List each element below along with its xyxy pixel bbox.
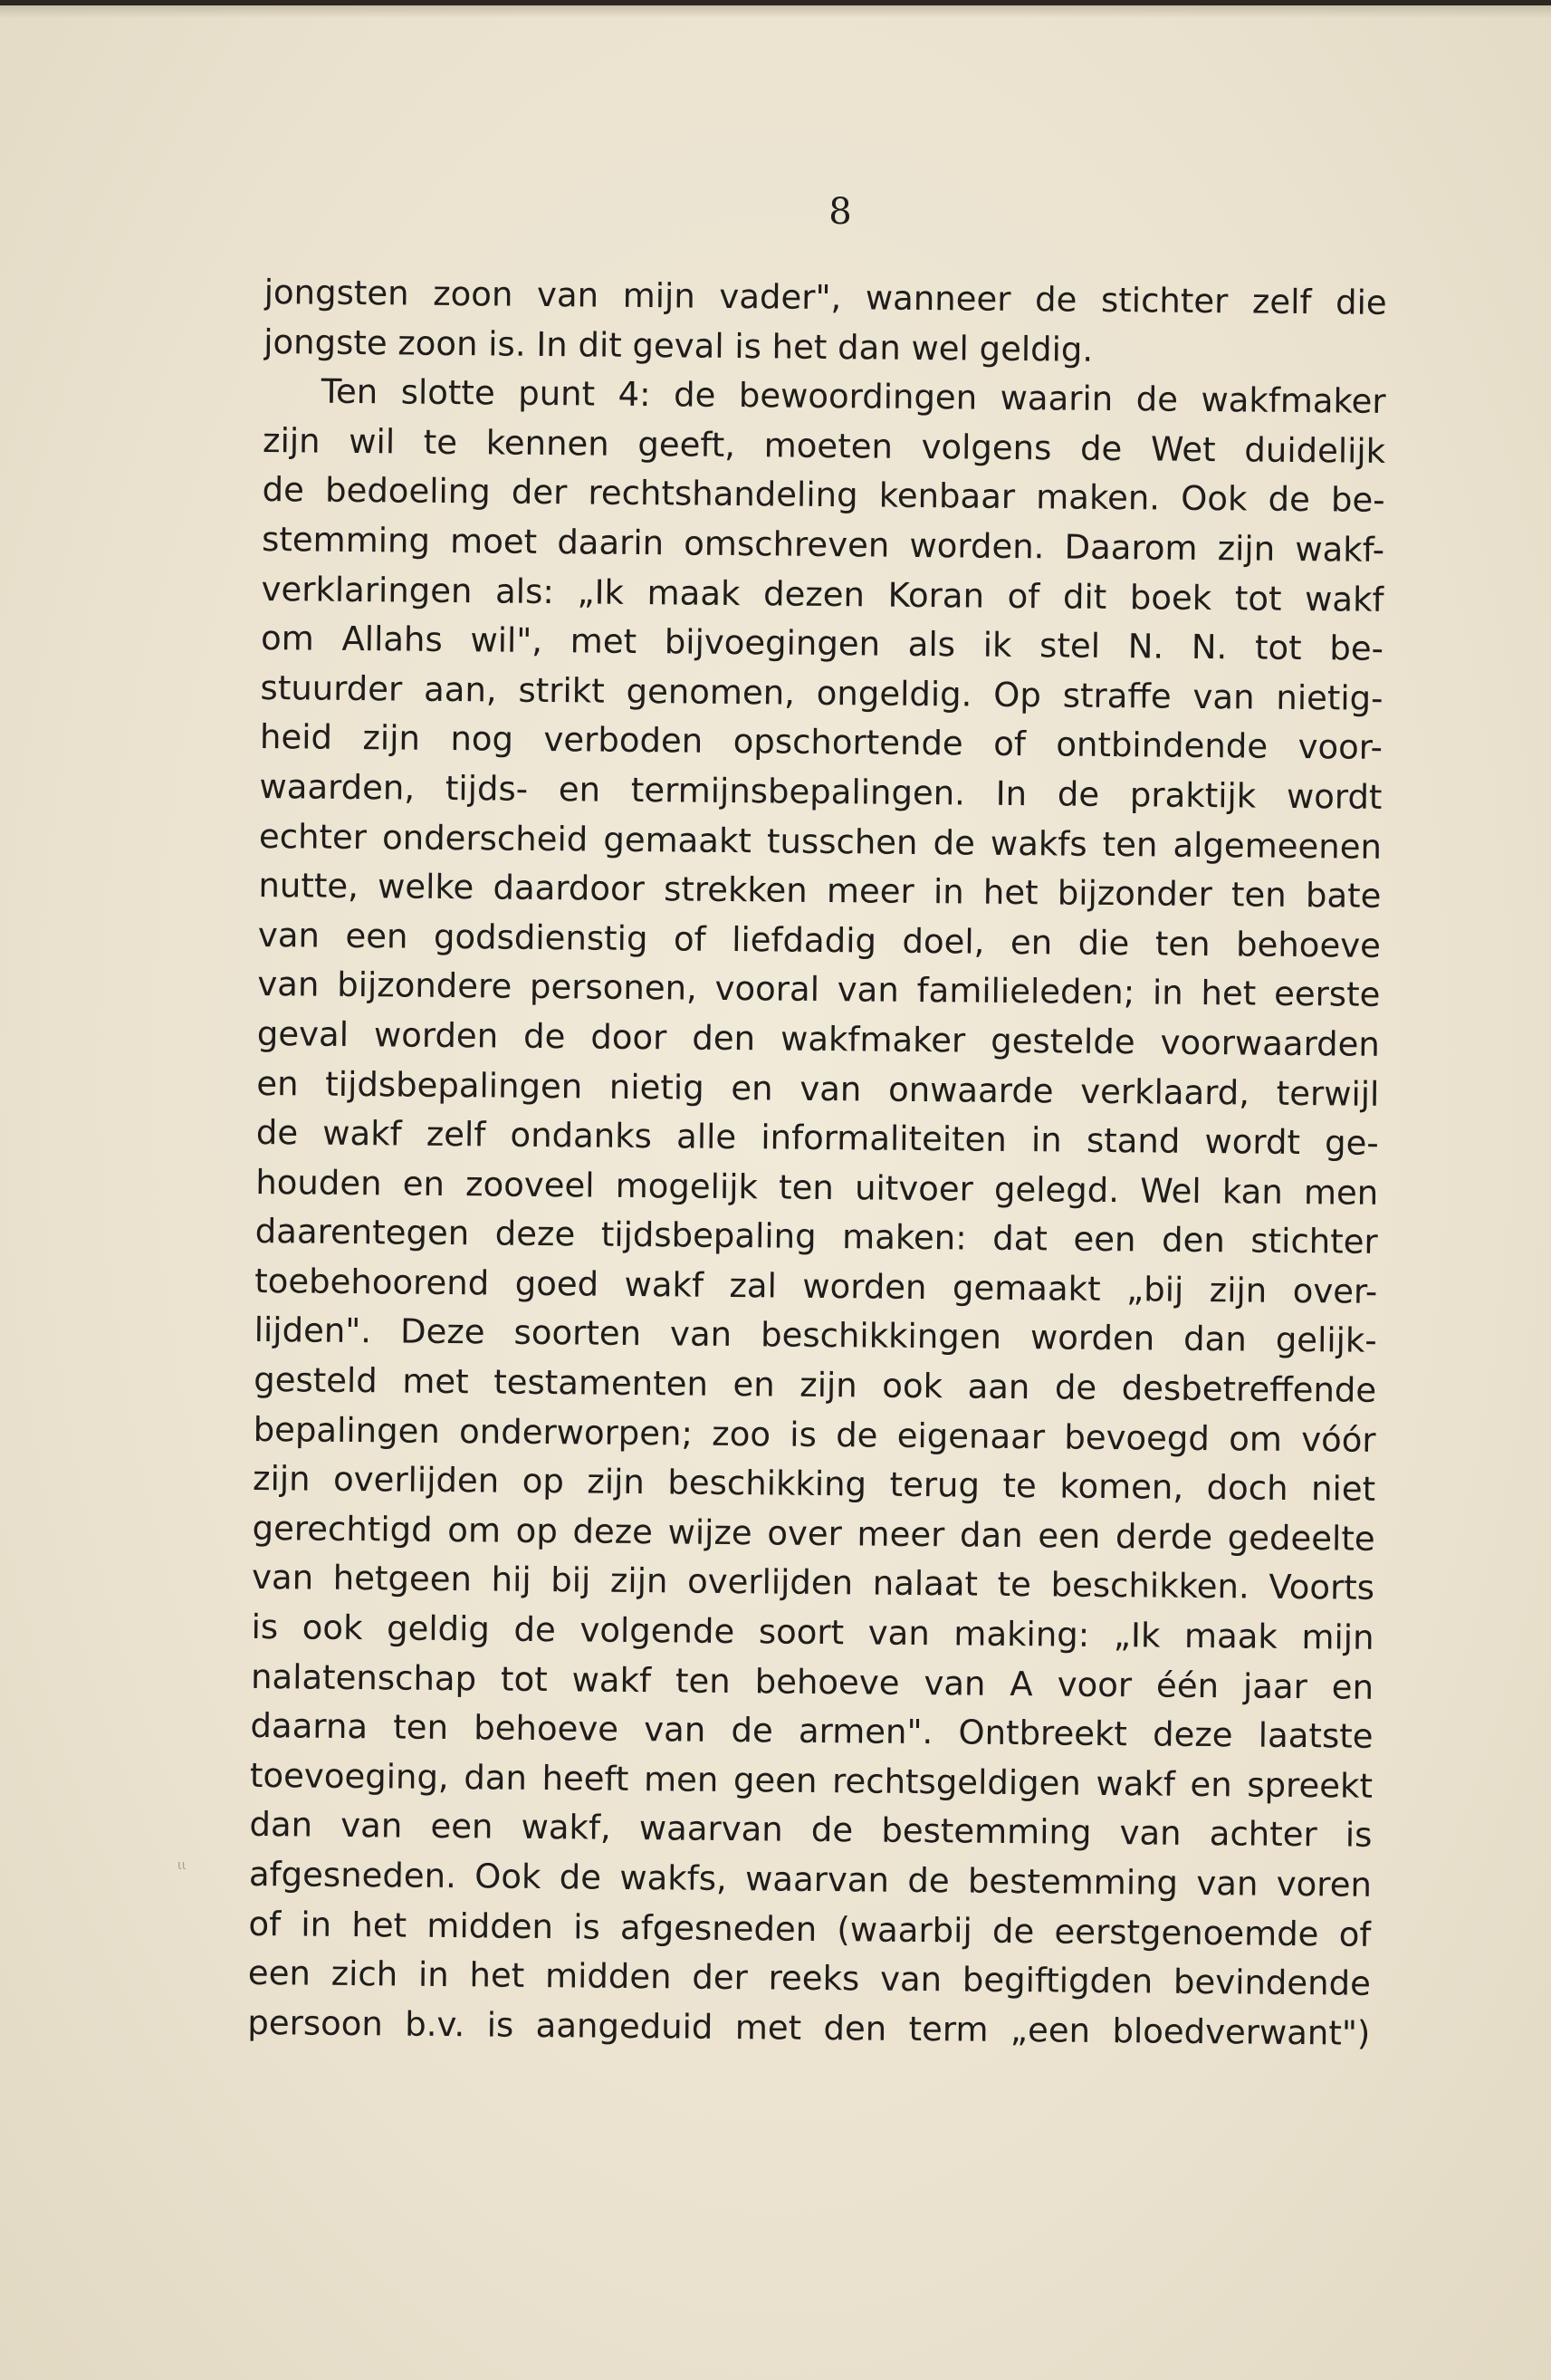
text-line: lijden". Deze soorten van beschikkingen worden dan gelijk-: [254, 1310, 1377, 1361]
margin-mark: ιι: [177, 1858, 187, 1873]
text-line: persoon b.v. is aangeduid met den term „een bloedverwant"): [247, 2002, 1371, 2053]
text-line: is ook geldig de volgende soort van making: „Ik maak mijn: [251, 1607, 1374, 1657]
text-line: Ten slotte punt 4: de bewoordingen waarin de wakfmaker: [321, 371, 1386, 422]
text-line: jongste zoon is. In dit geval is het dan wel geldig.: [263, 321, 1094, 369]
text-line: bepalingen onderworpen; zoo is de eigenaar bevoegd om vóór: [253, 1409, 1376, 1460]
body-text: [247, 268, 1387, 2059]
page-top-shadow: [0, 5, 1551, 18]
text-line: zijn wil te kennen geeft, moeten volgens de Wet duidelijk: [262, 420, 1386, 471]
text-line: een zich in het midden der reeks van begiftigden bevindende: [247, 1953, 1372, 2004]
text-line: daarentegen deze tijdsbepaling maken: dat een den stichter: [254, 1212, 1378, 1262]
page-number: 8: [828, 191, 852, 233]
text-line: houden en zooveel mogelijk ten uitvoer gelegd. Wel kan men: [255, 1162, 1379, 1213]
text-line: verklaringen als: „Ik maak dezen Koran of dit boek tot wakf: [261, 569, 1384, 619]
text-line: geval worden de door den wakfmaker gestelde voorwaarden: [256, 1013, 1381, 1064]
text-line: stuurder aan, strikt genomen, ongeldig. Op straffe van nietig-: [260, 667, 1383, 718]
text-line: nutte, welke daardoor strekken meer in het bijzonder ten bate: [258, 866, 1382, 916]
text-line: de bedoeling der rechtshandeling kenbaar maken. Ook de be-: [262, 470, 1385, 521]
text-line: afgesneden. Ook de wakfs, waarvan de bestemming van voren: [248, 1854, 1373, 1905]
text-line: gesteld met testamenten en zijn ook aan de desbetreffende: [254, 1360, 1377, 1410]
text-line: van hetgeen hij bij zijn overlijden nalaat te beschikken. Voorts: [251, 1558, 1375, 1608]
text-line: om Allahs wil", met bijvoegingen als ik stel N. N. tot be-: [260, 619, 1384, 669]
text-line: jongsten zoon van mijn vader", wanneer de stichter zelf die: [263, 272, 1387, 322]
text-line: of in het midden is afgesneden (waarbij de eerstgenoemde of: [248, 1904, 1372, 1954]
text-line: van bijzondere personen, vooral van familieleden; in het eerste: [257, 964, 1381, 1015]
text-line: gerechtigd om op deze wijze over meer dan een derde gedeelte: [252, 1508, 1375, 1559]
text-line: stemming moet daarin omschreven worden. Daarom zijn wakf-: [261, 519, 1385, 570]
text-line: zijn overlijden op zijn beschikking terug te komen, doch niet: [252, 1459, 1376, 1510]
text-line: waarden, tijds- en termijnsbepalingen. In de praktijk wordt: [259, 766, 1383, 817]
text-line: nalatenschap tot wakf ten behoeve van A voor één jaar en: [250, 1656, 1374, 1707]
text-line: van een godsdienstig of liefdadig doel, en die ten behoeve: [257, 915, 1382, 965]
text-line: de wakf zelf ondanks alle informaliteiten in stand wordt ge-: [255, 1113, 1379, 1163]
text-line: dan van een wakf, waarvan de bestemming van achter is: [249, 1805, 1373, 1856]
text-line: heid zijn nog verboden opschortende of ontbindende voor-: [259, 717, 1383, 768]
text-line: daarna ten behoeve van de armen". Ontbreekt deze laatste: [250, 1706, 1374, 1757]
text-line: en tijdsbepalingen nietig en van onwaarde verklaard, terwijl: [256, 1063, 1380, 1114]
text-line: toebehoorend goed wakf zal worden gemaakt „bij zijn over-: [254, 1261, 1378, 1311]
text-line: echter onderscheid gemaakt tusschen de wakfs ten algemeenen: [258, 816, 1383, 867]
text-line: toevoeging, dan heeft men geen rechtsgeldigen wakf en spreekt: [249, 1755, 1374, 1806]
